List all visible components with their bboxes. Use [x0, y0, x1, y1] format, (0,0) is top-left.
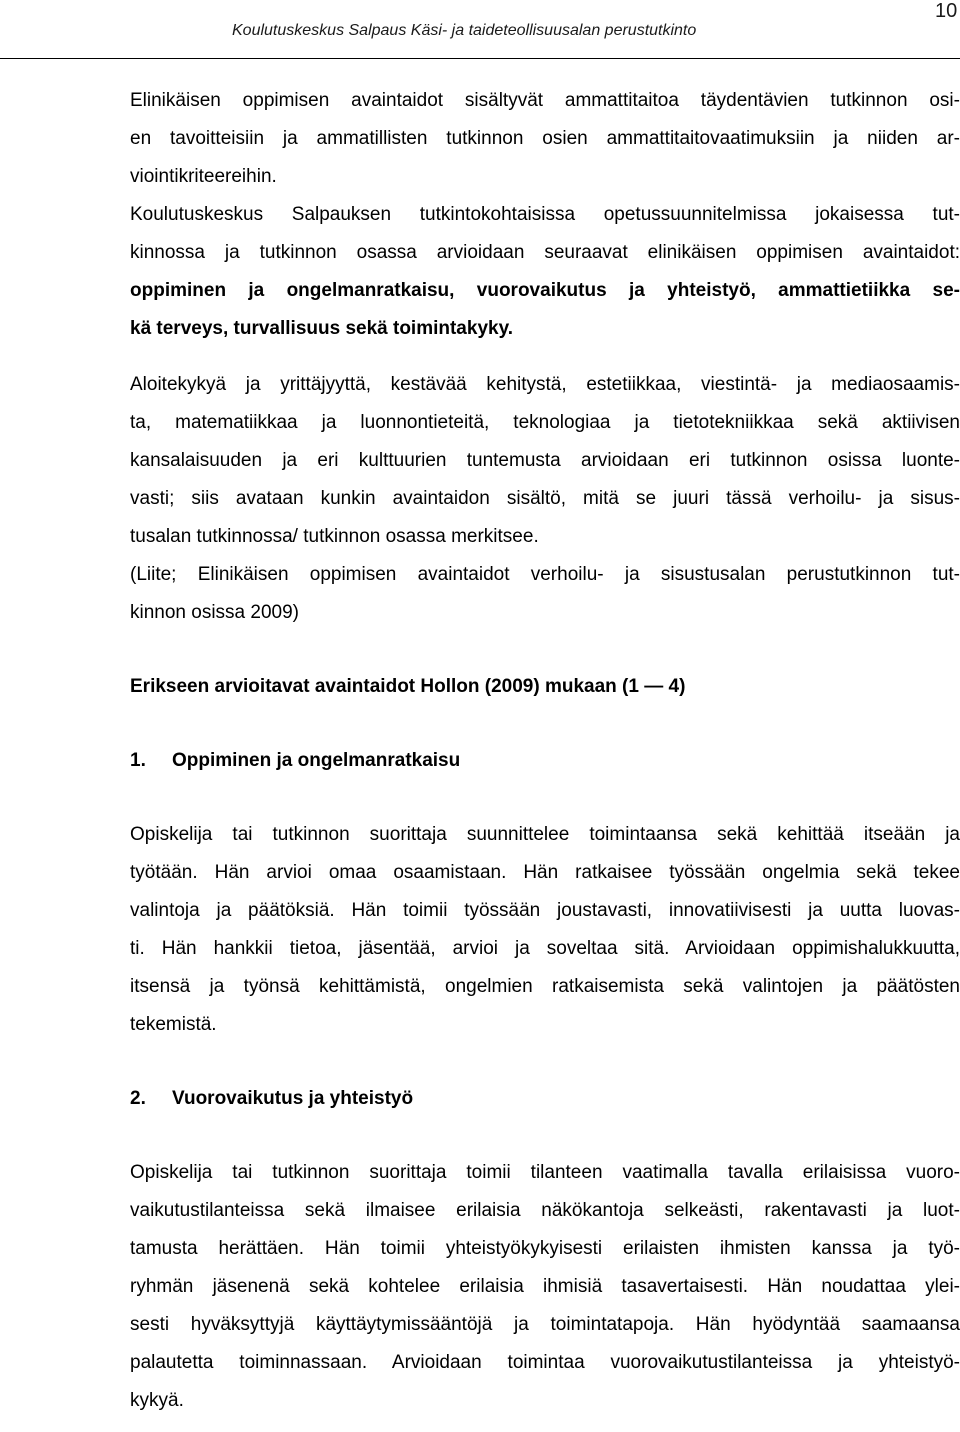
paragraph-interaction	[130, 1154, 960, 1420]
item-title: Vuorovaikutus ja yhteistyö	[172, 1088, 414, 1109]
item-title: Oppiminen ja ongelmanratkaisu	[172, 750, 461, 771]
text-line: Opiskelija tai tutkinnon suorittaja toimii tilanteen vaatimalla tavalla erilaisissa vuoro-	[130, 1162, 960, 1183]
paragraph-other-competences	[130, 366, 960, 632]
item-number: 1.	[130, 750, 146, 771]
section-heading: Erikseen arvioitavat avaintaidot Hollon (2009) mukaan (1 — 4)	[130, 676, 686, 697]
paragraph-learning	[130, 816, 960, 1044]
item-number: 2.	[130, 1088, 146, 1109]
text-line-bold: kä terveys, turvallisuus sekä toimintakyky.	[130, 318, 514, 339]
item-heading-learning	[130, 742, 960, 780]
text-line: valintoja ja päätöksiä. Hän toimii työssään joustavasti, innovatiivisesti ja uutta luovas-	[130, 900, 960, 921]
page-number: 10	[935, 0, 958, 22]
item-heading-interaction	[130, 1080, 960, 1118]
text-line: (Liite; Elinikäisen oppimisen avaintaidot verhoilu- ja sisustusalan perustutkinnon tut-	[130, 564, 960, 585]
text-line: viointikriteereihin.	[130, 166, 277, 187]
text-line: en tavoitteisiin ja ammatillisten tutkinnon osien ammattitaitovaatimuksiin ja niiden ar-	[130, 128, 960, 149]
text-line: vaikutustilanteissa sekä ilmaisee erilaisia näkökantoja selkeästi, rakentavasti ja luot-	[130, 1200, 960, 1221]
text-line: Elinikäisen oppimisen avaintaidot sisältyvät ammattitaitoa täydentävien tutkinnon osi-	[130, 90, 960, 111]
text-line: kinnossa ja tutkinnon osassa arvioidaan seuraavat elinikäisen oppimisen avaintaidot:	[130, 242, 960, 263]
paragraph-assessed-competences	[130, 196, 960, 348]
text-line: kinnon osissa 2009)	[130, 602, 299, 623]
text-line: ryhmän jäsenenä sekä kohtelee erilaisia ihmisiä tasavertaisesti. Hän noudattaa ylei-	[130, 1276, 960, 1297]
text-line: Aloitekykyä ja yrittäjyyttä, kestävää kehitystä, estetiikkaa, viestintä- ja mediaosaamis-	[130, 374, 960, 395]
text-line: itsensä ja työnsä kehittämistä, ongelmien ratkaisemista sekä valintojen ja päätösten	[130, 976, 960, 997]
text-line: ti. Hän hankkii tietoa, jäsentää, arvioi ja soveltaa sitä. Arvioidaan oppimishalukkuutta,	[130, 938, 960, 959]
running-header-title: Koulutuskeskus Salpaus Käsi- ja taideteollisuusalan perustutkinto	[232, 22, 697, 39]
text-line: kansalaisuuden ja eri kulttuurien tuntemusta arvioidaan eri tutkinnon osissa luonte-	[130, 450, 960, 471]
text-line: tekemistä.	[130, 1014, 217, 1035]
text-line-bold: oppiminen ja ongelmanratkaisu, vuorovaikutus ja yhteistyö, ammattietiikka se-	[130, 280, 960, 301]
text-line: kykyä.	[130, 1390, 184, 1411]
text-line: työtään. Hän arvioi omaa osaamistaan. Hän ratkaisee työssään ongelmia sekä tekee	[130, 862, 960, 883]
header-divider	[0, 58, 960, 59]
text-line: tamusta herättäen. Hän toimii yhteistyökykyisesti erilaisten ihmisten kanssa ja työ-	[130, 1238, 960, 1259]
text-line: tusalan tutkinnossa/ tutkinnon osassa merkitsee.	[130, 526, 539, 547]
paragraph-key-competences-intro	[130, 82, 960, 196]
text-line: vasti; siis avataan kunkin avaintaidon sisältö, mitä se juuri tässä verhoilu- ja sisus-	[130, 488, 960, 509]
text-line: Opiskelija tai tutkinnon suorittaja suunnittelee toimintaansa sekä kehittää itseään ja	[130, 824, 960, 845]
text-line: Koulutuskeskus Salpauksen tutkintokohtaisissa opetussuunnitelmissa jokaisessa tut-	[130, 204, 960, 225]
text-line: palautetta toiminnassaan. Arvioidaan toimintaa vuorovaikutustilanteissa ja yhteistyö-	[130, 1352, 960, 1373]
text-line: sesti hyväksyttyjä käyttäytymissääntöjä ja toimintatapoja. Hän hyödyntää saamaansa	[130, 1314, 960, 1335]
document-body	[130, 82, 960, 1420]
text-line: ta, matematiikkaa ja luonnontieteitä, teknologiaa ja tietotekniikkaa sekä aktiivisen	[130, 412, 960, 433]
